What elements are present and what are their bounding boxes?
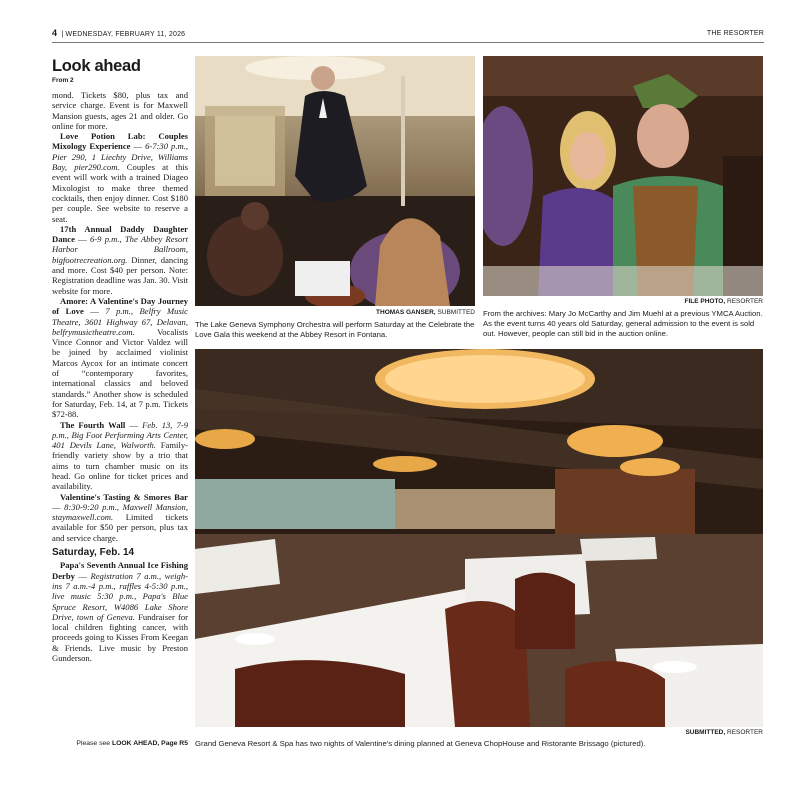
credit-org: SUBMITTED — [437, 309, 475, 316]
page-number: 4 — [52, 28, 58, 38]
dining-room-illustration — [195, 349, 763, 727]
orchestra-photo — [195, 56, 475, 306]
event-details: 7 p.m., Belfry Music Theatre, 3601 Highway 67, Delavan, belfrymusictheatre.com. — [52, 306, 188, 337]
day-heading: Saturday, Feb. 14 — [52, 547, 135, 559]
event-details: 6-7:30 p.m., Pier 290, 1 Liechty Drive, Williams Bay, pier290.com. — [52, 141, 188, 173]
event-text: Vocalists Vince Connor and Victor Valdez will be joined by acclaimed violinist Marcos Aycox for an intimate concert of “contemporary favorites, international classics and beloved standards.” Another show is scheduled for Saturday, Feb. 14, at 7 p.m. Tickets $72-88. — [52, 326, 188, 420]
header-rule — [52, 42, 764, 43]
event-details: 8:30-9:20 p.m., Maxwell Mansion, staymaxwell.com. — [52, 501, 188, 523]
credit-name: THOMAS GANSER, — [376, 309, 436, 316]
photo3-caption: Grand Geneva Resort & Spa has two nights of Valentine's dining planned at Geneva ChopHouse and Ristorante Brissago (pictured). — [195, 739, 646, 748]
event-listing: Love Potion Lab: Couples Mixology Experience — 6-7:30 p.m., Pier 290, 1 Liechty Drive, Williams Bay, pier290.com. Couples at this event will work with a trained Diageo Mixologist to make three themed cocktails, then enjoy dinner. Cost $180 per couple. See website to reserve a seat. — [52, 131, 188, 224]
credit-name: FILE PHOTO, — [684, 298, 726, 305]
orchestra-illustration — [195, 56, 475, 306]
jump-line — [52, 740, 188, 747]
publication-name: THE RESORTER — [706, 30, 764, 37]
continued-from: From 2 — [52, 77, 74, 84]
credit-name: SUBMITTED, — [685, 729, 726, 736]
jump-target: LOOK AHEAD, Page R5 — [111, 740, 188, 747]
event-title: Valentine's Tasting & Smores Bar — [60, 491, 188, 502]
event-listing: Amore: A Valentine's Day Journey of Love — 7 p.m., Belfry Music Theatre, 3601 Highway 67, Delavan, belfrymusictheatre.com. Vocalists Vince Connor and Victor Valdez will be joined by acclaimed violinist Marcos Aycox for an intimate concert of “contemporary favorites, international classics and beloved standards.” Another show is scheduled for Saturday, Feb. 14, at 7 p.m. Tickets $72-88. — [52, 295, 188, 420]
event-listing: 17th Annual Daddy Daughter Dance — 6-9 p.m., The Abbey Resort Harbor Ballroom, bigfootrecreation.org. Dinner, dancing and more. Cost $40 per person. Note: Registration deadline was Jan. 30. Visit website for more. — [52, 223, 188, 296]
jump-prefix: Please see — [76, 740, 111, 747]
event-details: Feb. 13, 7-9 p.m., Big Foot Performing Arts Center, 401 Devils Lane, Walworth. — [52, 419, 188, 451]
section-headline: Look ahead — [52, 57, 141, 75]
event-title: Love Potion Lab: Couples Mixology Experience — [52, 131, 188, 152]
look-ahead-column — [52, 56, 188, 663]
photo2-credit — [483, 298, 763, 305]
event-title: Amore: A Valentine's Day Journey of Love — [52, 295, 188, 317]
event-text: Fundraiser for local children fighting cancer, with proceeds going to Kisses From Keegan & Friends. Live music by Preston Gunderson. — [52, 611, 188, 664]
event-listing: Valentine's Tasting & Smores Bar — 8:30-9:20 p.m., Maxwell Mansion, staymaxwell.com. Limited tickets available for $50 per person, plus tax and service charge. — [52, 491, 188, 543]
event-title: 17th Annual Daddy Daughter Dance — [52, 223, 188, 245]
event-title: Papa's Seventh Annual Ice Fishing Derby — [52, 560, 188, 581]
auction-photo — [483, 56, 763, 296]
event-listing: Papa's Seventh Annual Ice Fishing Derby — Registration 7 a.m., weigh-ins 7 a.m.-4 p.m., raffles 4-5:30 p.m., live music 5:30 p.m., Papa's Blue Spruce Resort, W4086 Lake Shore Drive, town of Geneva. Fundraiser for local children fighting cancer, with proceeds going to Kisses From Keegan & Friends. Live music by Preston Gunderson. — [52, 560, 189, 664]
photo3-credit — [195, 729, 763, 736]
issue-date: | WEDNESDAY, FEBRUARY 11, 2026 — [61, 31, 186, 38]
photo1-caption: The Lake Geneva Symphony Orchestra will perform Saturday at the Celebrate the Love Gala this weekend at the Abbey Resort in Fontana. — [195, 320, 475, 340]
intro-text: mond. Tickets $80, plus tax and service charge. Event is for Maxwell Mansion guests, ages 21 and older. Go online for more. — [52, 90, 188, 131]
event-text: Dinner, dancing and more. Cost $40 per person. Note: Registration deadline was Jan. 30. Visit website for more. — [52, 254, 188, 296]
restaurant-photo — [195, 349, 763, 727]
photo1-credit — [195, 309, 475, 316]
photo2-caption: From the archives: Mary Jo McCarthy and Jim Muehl at a previous YMCA Auction. As the event turns 40 years old Saturday, general admission to the event is sold out. However, people can still bid in the auction online. — [483, 309, 763, 339]
event-listings — [52, 90, 188, 663]
event-text: Couples at this event will work with a trained Diageo Mixologist to make three themed cocktails, then enjoy dinner. Cost $180 per couple. See website to reserve a seat. — [52, 162, 188, 224]
page-header — [52, 28, 764, 42]
event-listing: The Fourth Wall — Feb. 13, 7-9 p.m., Big Foot Performing Arts Center, 401 Devils Lane, Walworth. Family-friendly variety show by a trio that aims to turn chamber music on its head. Go online for ticket prices and availability. — [52, 419, 188, 492]
couple-illustration — [483, 56, 763, 296]
credit-org: RESORTER — [727, 729, 763, 736]
event-details: Registration 7 a.m., weigh-ins 7 a.m.-4 p.m., raffles 4-5:30 p.m., live music 5:30 p.m., Papa's Blue Spruce Resort, W4086 Lake Shore Drive, town of Geneva. — [52, 570, 189, 622]
event-details: 6-9 p.m., The Abbey Resort Harbor Ballroom, bigfootrecreation.org. — [52, 234, 188, 265]
event-text: Limited tickets available for $50 per person, plus tax and service charge. — [52, 512, 188, 543]
event-text: Family-friendly variety show by a trio that aims to turn chamber music on its head. Go online for ticket prices and availability. — [52, 440, 188, 492]
credit-org: RESORTER — [727, 298, 763, 305]
event-title: The Fourth Wall — [60, 419, 126, 430]
